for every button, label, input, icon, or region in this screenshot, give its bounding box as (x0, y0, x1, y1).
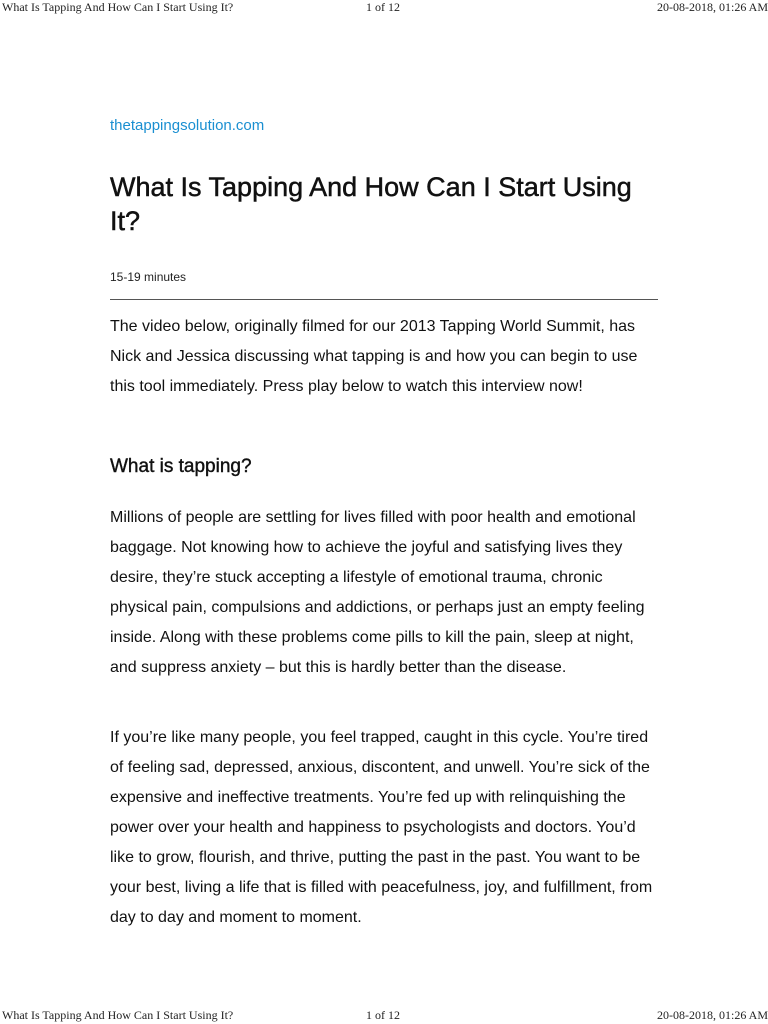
intro-paragraph: The video below, originally filmed for our 2013 Tapping World Summit, has Nick and Jessica discussing what tapping is and how you can begin to use this tool immediately. Press play below to watch this interview now! (110, 318, 638, 395)
body-paragraph-2: If you’re like many people, you feel trapped, caught in this cycle. You’re tired of feeling sad, depressed, anxious, discontent, and unwell. You’re sick of the expensive and ineffective treatments. You’re fed up with relinquishing the power over your health and happiness to psychologists and doctors. You’d like to grow, flourish, and thrive, putting the past in the past. You want to be your best, living a life that is filled with peacefulness, joy, and fulfillment, from day to day and moment to moment. (110, 729, 653, 926)
source-link[interactable]: thetappingsolution.com (110, 117, 265, 134)
print-header-page-number: 1 of 12 (366, 0, 400, 14)
print-footer-page-number: 1 of 12 (366, 1008, 400, 1022)
print-footer (0, 1008, 768, 1022)
print-footer-datetime: 20-08-2018, 01:26 AM (657, 1008, 768, 1022)
print-header (0, 0, 768, 14)
section-heading: What is tapping? (110, 456, 252, 477)
divider (110, 299, 658, 300)
print-header-datetime: 20-08-2018, 01:26 AM (657, 0, 768, 14)
article-title: What Is Tapping And How Can I Start Using It? (110, 172, 632, 236)
body-paragraph-1: Millions of people are settling for lives filled with poor health and emotional baggage. Not knowing how to achieve the joyful and satisfying lives they desire, they’re stuck accepting a lifestyle of emotional trauma, chronic physical pain, compulsions and addictions, or perhaps just an empty feeling inside. Along with these problems come pills to kill the pain, sleep at night, and suppress anxiety – but this is hardly better than the disease. (110, 509, 645, 676)
print-footer-title: What Is Tapping And How Can I Start Using It? (2, 1008, 234, 1022)
print-header-title: What Is Tapping And How Can I Start Using It? (2, 0, 234, 14)
reading-time: 15-19 minutes (110, 270, 187, 284)
